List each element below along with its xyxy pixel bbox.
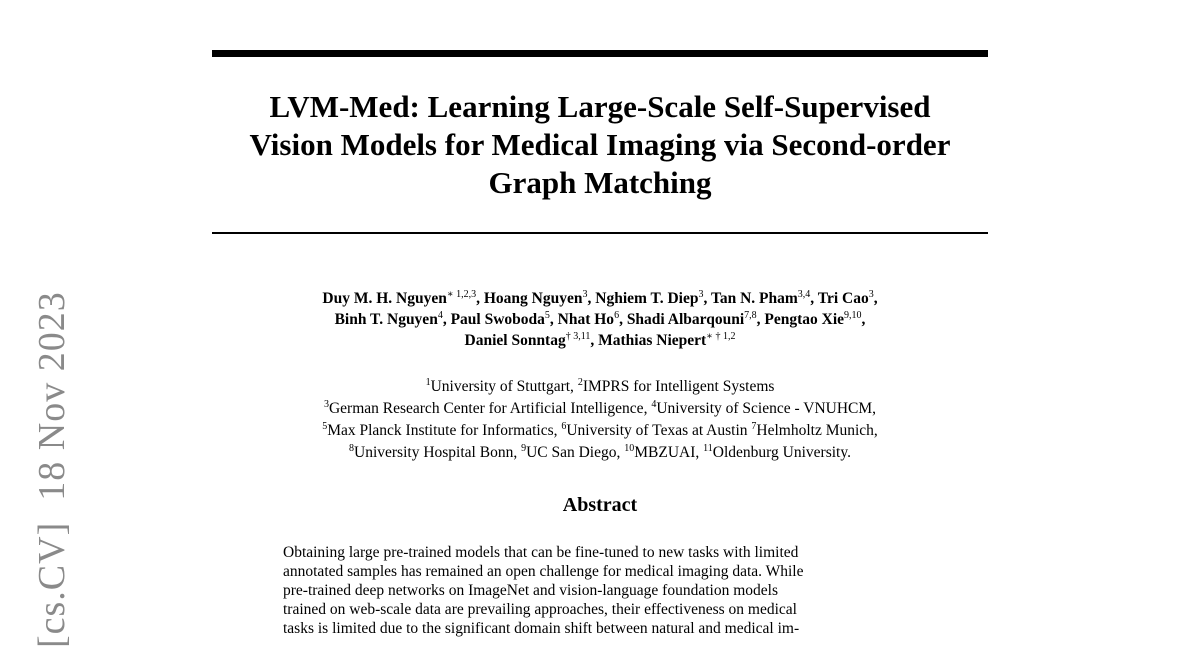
affil-name: Helmholtz Munich, <box>756 422 878 439</box>
author-line: Binh T. Nguyen$^4$, Paul Swoboda$^5$, Nhat Ho$^6$, Shadi Albarqouni$^{7,8}$, Pengtao Xie$^{9,10}$, <box>334 310 866 328</box>
author-affil-mark: 5 <box>544 310 550 321</box>
abstract-heading: Abstract <box>562 494 638 516</box>
arxiv-identifier-stamp: [cs.CV] 18 Nov 2023 <box>31 291 73 648</box>
author-name: Hoang Nguyen <box>483 290 583 307</box>
author-affil-mark: 6 <box>614 310 620 321</box>
affil-name: University Hospital Bonn, <box>354 444 518 461</box>
author-affil-mark: 7,8 <box>744 310 757 321</box>
title-line: Vision Models for Medical Imaging via Second-order <box>249 127 951 162</box>
affil-number: 1 <box>425 377 431 388</box>
author-name: Tan N. Pham <box>710 290 798 307</box>
affil-name: Oldenburg University. <box>712 444 851 461</box>
author-affil-mark: 3 <box>868 289 874 300</box>
affiliation-line <box>212 398 988 420</box>
abstract-line: tasks is limited due to the significant domain shift between natural and medical im- <box>283 620 800 637</box>
affil-number: 10 <box>624 443 635 454</box>
author-name: Nhat Ho <box>557 311 615 328</box>
author-affil-mark: ∗ 1,2,3 <box>446 289 477 300</box>
affil-number: 6 <box>561 421 567 432</box>
affil-number: 4 <box>651 399 657 410</box>
author-name: Nghiem T. Diep <box>595 290 699 307</box>
affiliation-line <box>212 376 988 398</box>
author-affil-mark: 3 <box>582 289 588 300</box>
author-name: Duy M. H. Nguyen <box>322 290 447 307</box>
affil-number: 7 <box>751 421 757 432</box>
author-name: Paul Swoboda <box>450 311 545 328</box>
abstract-line: trained on web-scale data are prevailing approaches, their effectiveness on medical <box>283 601 797 618</box>
affil-name: Max Planck Institute for Informatics, <box>327 422 558 439</box>
affil-number: 8 <box>349 443 355 454</box>
abstract-body <box>283 543 923 638</box>
affil-number: 11 <box>703 443 713 454</box>
affil-name: MBZUAI, <box>634 444 700 461</box>
title-bottom-rule <box>212 232 988 234</box>
title-top-rule <box>212 50 988 57</box>
title-line: Graph Matching <box>488 165 712 200</box>
affil-number: 2 <box>577 377 583 388</box>
affil-number: 3 <box>323 399 329 410</box>
abstract-line: pre-trained deep networks on ImageNet and vision-language foundation models <box>283 582 778 599</box>
author-name: Tri Cao <box>817 290 869 307</box>
affil-name: German Research Center for Artificial Intelligence, <box>328 400 648 417</box>
affil-name: IMPRS for Intelligent Systems <box>582 378 775 395</box>
author-affil-mark: ∗ † 1,2 <box>706 331 736 342</box>
affil-name: University of Texas at Austin <box>566 422 748 439</box>
author-affil-mark: 9,10 <box>844 310 862 321</box>
affil-name: UC San Diego, <box>526 444 621 461</box>
affil-name: University of Science - VNUHCM, <box>656 400 877 417</box>
abstract-line: annotated samples has remained an open challenge for medical imaging data. While <box>283 563 804 580</box>
author-name: Binh T. Nguyen <box>334 311 438 328</box>
author-affil-mark: 4 <box>437 310 443 321</box>
author-affil-mark: † 3,11 <box>565 331 591 342</box>
abstract-line: Obtaining large pre-trained models that can be fine-tuned to new tasks with limited <box>283 544 799 561</box>
author-name: Mathias Niepert <box>598 332 707 349</box>
author-list <box>212 288 988 351</box>
author-line: Daniel Sonntag$^{\dagger 3,11}$, Mathias Niepert$^{∗ \dagger 1,2}$ <box>464 331 736 349</box>
author-name: Pengtao Xie <box>764 311 845 328</box>
author-affil-mark: 3 <box>698 289 704 300</box>
author-line: Duy M. H. Nguyen$^{∗ 1,2,3}$, Hoang Nguyen$^3$, Nghiem T. Diep$^3$, Tan N. Pham$^{3,4}$, Tri Cao$^3$, <box>322 289 878 307</box>
author-name: Shadi Albarqouni <box>626 311 745 328</box>
title-line: LVM-Med: Learning Large-Scale Self-Supervised <box>269 89 931 124</box>
affil-name: University of Stuttgart, <box>430 378 574 395</box>
affiliation-line <box>212 420 988 442</box>
affil-number: 9 <box>521 443 527 454</box>
affil-number: 5 <box>322 421 328 432</box>
affiliation-list <box>212 376 988 464</box>
affiliation-line <box>212 442 988 464</box>
paper-title <box>212 88 988 202</box>
author-affil-mark: 3,4 <box>797 289 811 300</box>
author-name: Daniel Sonntag <box>464 332 566 349</box>
